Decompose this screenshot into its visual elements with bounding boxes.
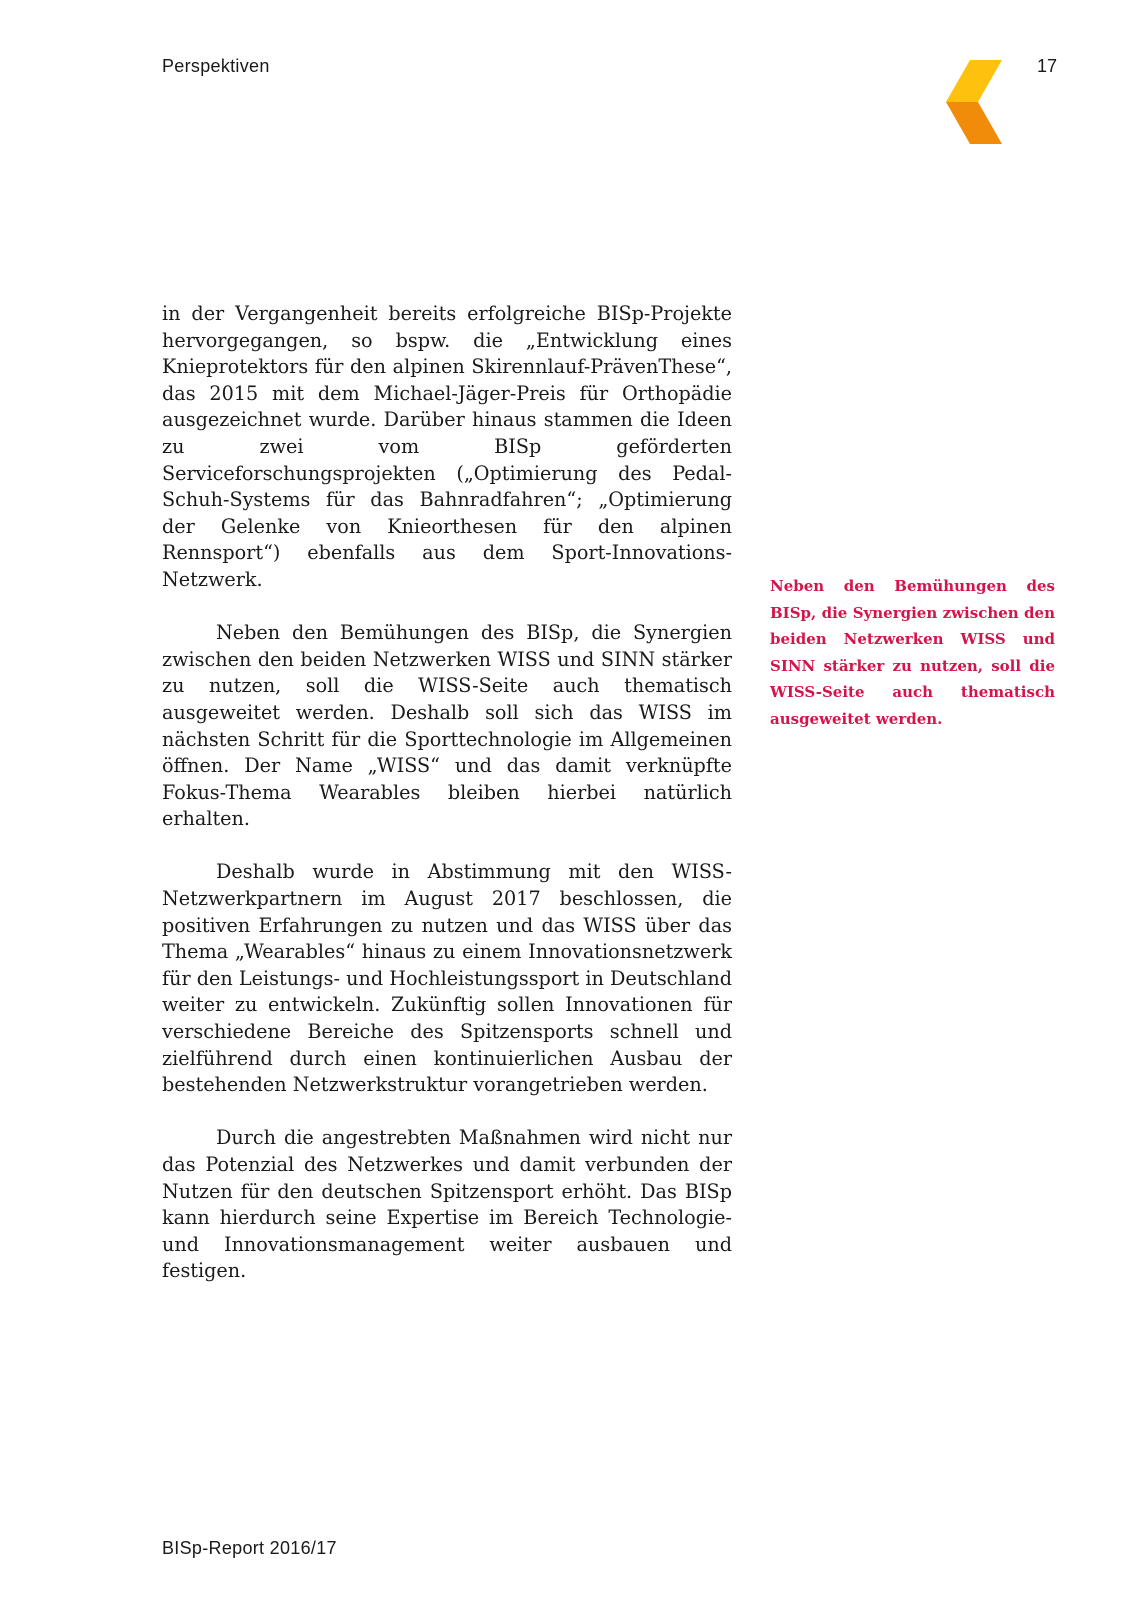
- logo-upper-part: [946, 60, 1002, 102]
- paragraph-2: Neben den Bemühungen des BISp, die Synergien zwischen den beiden Netzwerken WISS und SINN stärker zu nutzen, soll die WISS-Seite auch thematisch ausgeweitet werden. Deshalb soll sich das WISS im nächsten Schritt für die Sporttechnologie im Allgemeinen öffnen. Der Name „WISS“ und das damit verknüpfte Fokus-Thema Wearables bleiben hierbei natürlich erhalten.: [162, 621, 732, 831]
- paragraph-3: Deshalb wurde in Abstimmung mit den WISS-Netzwerkpartnern im August 2017 beschlossen, die positiven Erfahrungen zu nutzen und das WISS über das Thema „Wearables“ hinaus zu einem Innovationsnetzwerk für den Leistungs- und Hochleistungssport in Deutschland weiter zu entwickeln. Zukünftig sollen Innovationen für verschiedene Bereiche des Spitzensports schnell und zielführend durch einen kontinuierlichen Ausbau der bestehenden Netzwerkstruktur vorangetrieben werden.: [162, 860, 732, 1097]
- logo-lower-part: [946, 102, 1002, 144]
- paragraph-4: Durch die angestrebten Maßnahmen wird nicht nur das Potenzial des Netzwerkes und damit verbunden der Nutzen für den deutschen Spitzensport erhöht. Das BISp kann hierdurch seine Expertise im Bereich Technologie- und Innovationsmanagement weiter ausbauen und festigen.: [162, 1126, 732, 1283]
- pull-quote-sidenote: Neben den Bemühungen des BISp, die Synergien zwischen den beiden Netzwerken WISS und SINN stärker zu nutzen, soll die WISS-Seite auch thematisch ausgeweitet werden.: [770, 577, 1055, 728]
- footer-report-title: BISp-Report 2016/17: [162, 1538, 337, 1558]
- chevron-left-logo-icon: [946, 60, 1002, 144]
- main-text-column: [162, 301, 732, 1312]
- paragraph-1: in der Vergangenheit bereits erfolgreiche BISp-Projekte hervorgegangen, so bspw. die „Entwicklung eines Knieprotektors für den alpinen Skirennlauf-PrävenThese“, das 2015 mit dem Michael-Jäger-Preis für Orthopädie ausgezeichnet wurde. Darüber hinaus stammen die Ideen zu zwei vom BISp geförderten Serviceforschungsprojekten („Optimierung des Pedal-Schuh-Systems für das Bahnradfahren“; „Optimierung der Gelenke von Knieorthesen für den alpinen Rennsport“) ebenfalls aus dem Sport-Innovations-Netzwerk.: [162, 302, 732, 591]
- page-number: 17: [1036, 56, 1057, 76]
- running-head-section: Perspektiven: [162, 56, 270, 76]
